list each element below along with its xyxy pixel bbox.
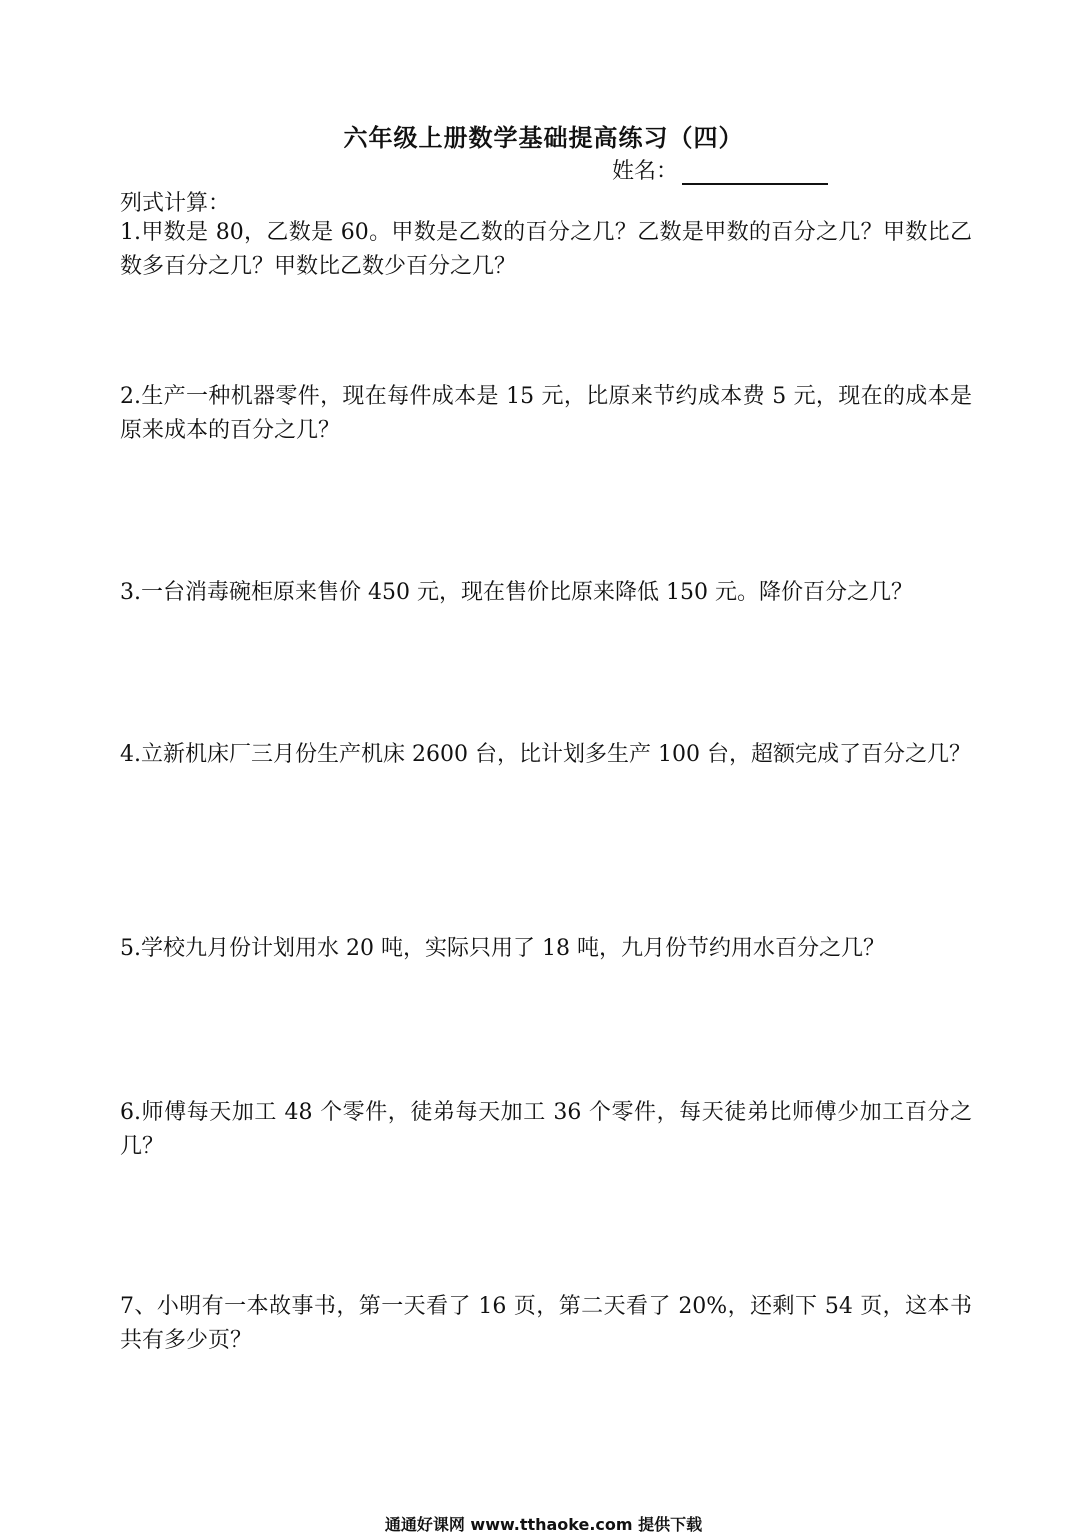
question-7: 7、小明有一本故事书，第一天看了 16 页，第二天看了 20%，还剩下 54 页，这本书共有多少页？ — [120, 1294, 972, 1353]
page-title: 六年级上册数学基础提高练习（四） — [343, 124, 744, 152]
section-label: 列式计算： — [120, 191, 231, 216]
question-4: 4.立新机床厂三月份生产机床 2600 台，比计划多生产 100 台，超额完成了百分之几？ — [120, 742, 971, 767]
question-1: 1.甲数是 80，乙数是 60。甲数是乙数的百分之几？乙数是甲数的百分之几？甲数比乙数多百分之几？甲数比乙数少百分之几？ — [120, 220, 972, 279]
name-field — [612, 154, 828, 185]
question-6: 6.师傅每天加工 48 个零件，徒弟每天加工 36 个零件，每天徒弟比师傅少加工百分之几？ — [120, 1100, 972, 1159]
name-label: 姓名： — [612, 159, 679, 184]
question-5: 5.学校九月份计划用水 20 吨，实际只用了 18 吨，九月份节约用水百分之几？ — [120, 936, 885, 961]
name-blank-line[interactable] — [682, 157, 828, 185]
question-3: 3.一台消毒碗柜原来售价 450 元，现在售价比原来降低 150 元。降价百分之几？ — [120, 580, 913, 605]
footer-source: 通通好课网 www.tthaoke.com 提供下载 — [384, 1515, 703, 1534]
question-2: 2.生产一种机器零件，现在每件成本是 15 元，比原来节约成本费 5 元，现在的成本是原来成本的百分之几？ — [120, 384, 972, 443]
